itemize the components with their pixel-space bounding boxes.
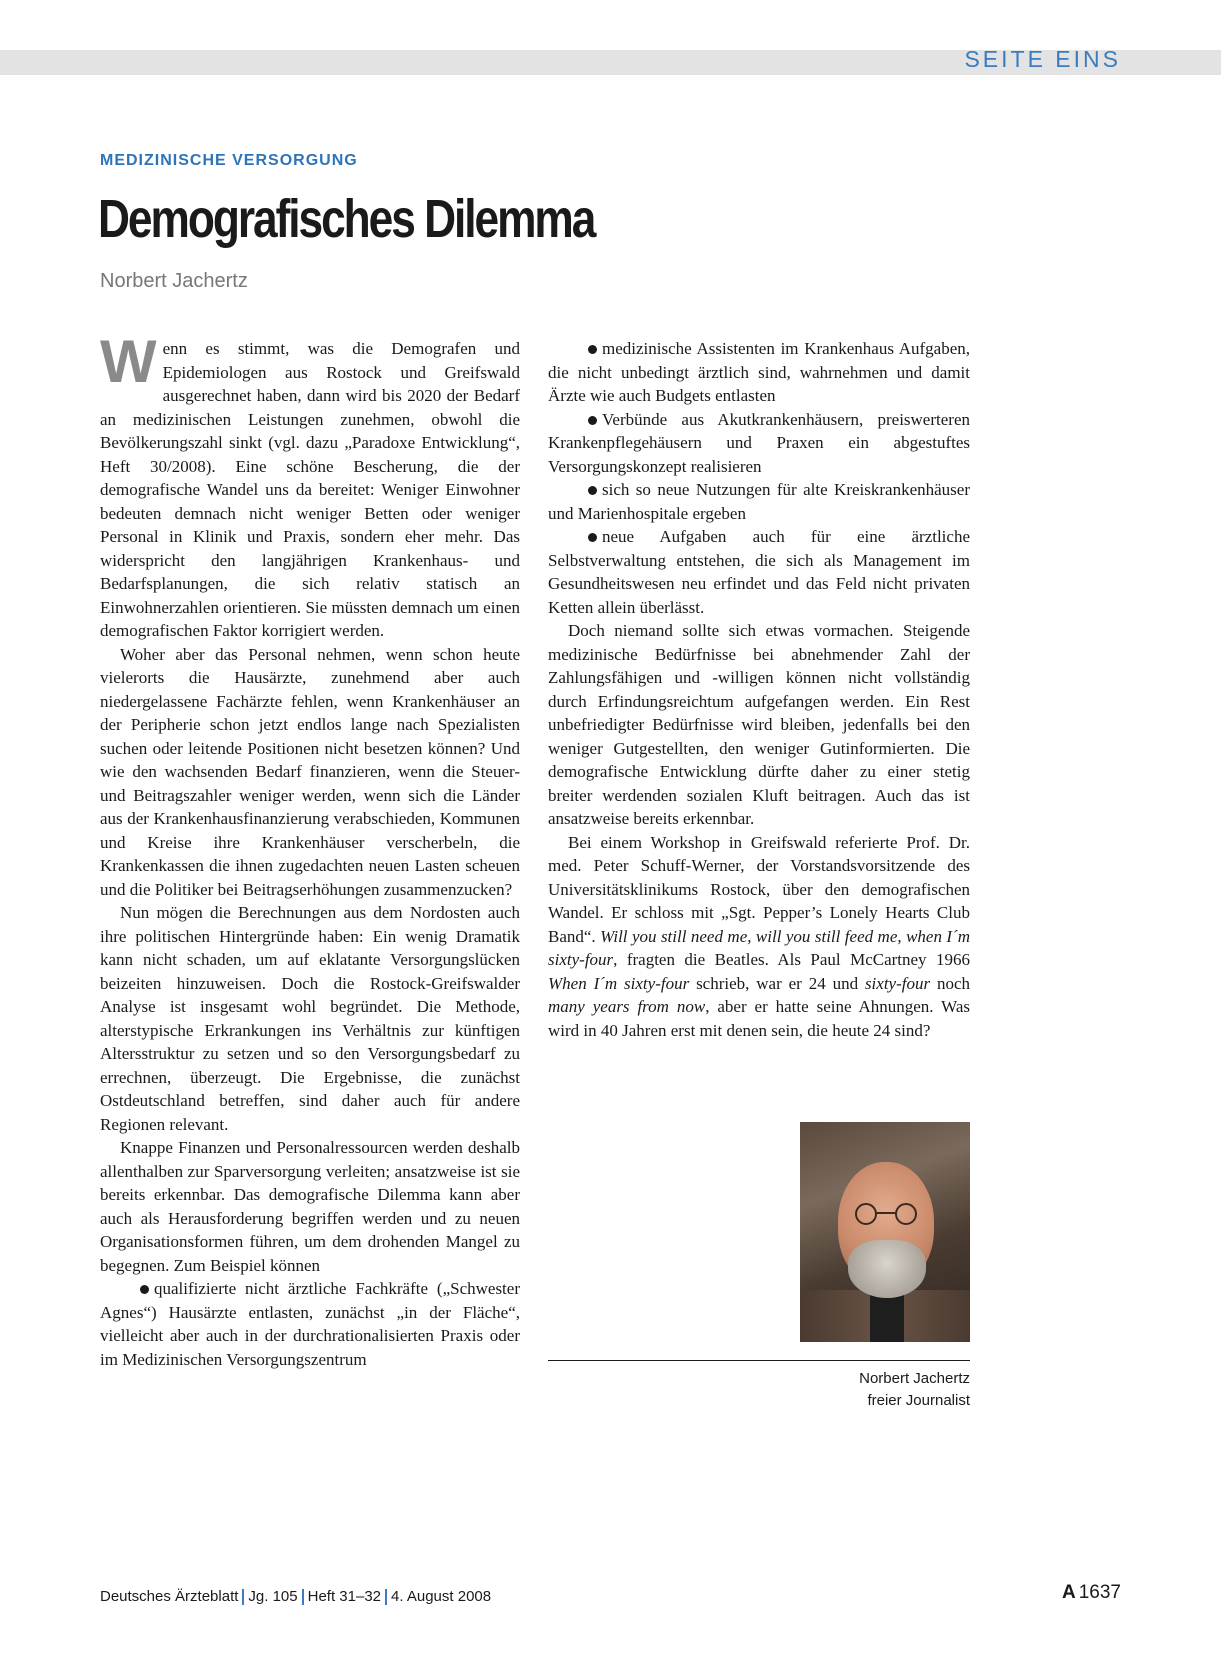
- caption-role: freier Journalist: [867, 1392, 970, 1409]
- lyric-quote: sixty-four: [864, 973, 931, 993]
- article-author: Norbert Jachertz: [100, 270, 248, 292]
- article-kicker: MEDIZINISCHE VERSORGUNG: [100, 152, 358, 169]
- article-title: Demografisches Dilemma: [98, 189, 595, 249]
- paragraph: Knappe Finanzen und Personalressourcen werden deshalb allenthalben zur Sparversorgung verleiten; ansatzweise ist sie bereits erkennbar. Das demografische Dilemma kann aber auch als Herausforderung begriffen werden und zu neuen Organisationsformen führen, um dem drohenden Mangel zu begegnen. Zum Beispiel können: [100, 1138, 520, 1275]
- section-label: SEITE EINS: [964, 46, 1121, 72]
- bullet-text: medizinische Assistenten im Krankenhaus Aufgaben, die nicht unbedingt ärztlich sind, wahrnehmen und damit Ärzte wie auch Budgets entlasten: [548, 339, 970, 405]
- footer-separator: [385, 1589, 387, 1605]
- page-prefix: A: [1061, 1582, 1076, 1603]
- footer-volume: Jg. 105: [248, 1588, 298, 1605]
- paragraph-text: schrieb, war er 24 und: [689, 973, 865, 993]
- bullet-text: Verbünde aus Akutkrankenhäusern, preiswerteren Krankenpflegehäusern und Praxen ein abgestuftes Versorgungskonzept realisieren: [548, 409, 970, 476]
- paragraph-text: enn es stimmt, was die Demografen und Epidemiologen aus Rostock und Greifswald ausgerechnet haben, dann wird bis 2020 der Bedarf an medizinischen Leistungen zunehmen, obwohl die Bevölkerungszahl sinkt (vgl. dazu „Paradoxe Entwicklung“, Heft 30/2008). Eine schöne Bescherung, die der demografische Wandel uns da bereitet: Weniger Einwohner bedeuten demnach nicht weniger Betten oder weniger Personal in Klinik und Praxis, sondern eher mehr. Das widerspricht den langjährigen Krankenhaus- und Bedarfsplanungen, die sich relativ statisch an Einwohnerzahlen orientieren. Sie müssten demnach um einen demografischen Faktor korrigiert werden.: [100, 339, 520, 640]
- footer-journal: Deutsches Ärzteblatt: [100, 1588, 239, 1605]
- bullet-item: [548, 408, 970, 479]
- paragraph-text: Bei einem Workshop in Greifswald referierte Prof. Dr. med. Peter Schuff-Werner, der Vorstandsvorsitzende des Universitätsklinikums Rostock, über den demografischen Wandel. Er schloss mit „Sgt. Pepper’s Lonely Hearts Club Band“.: [548, 832, 970, 946]
- paragraph-text: noch: [930, 973, 971, 993]
- bullet-icon: [140, 1285, 149, 1294]
- footer-separator: [242, 1589, 244, 1605]
- author-photo: [800, 1122, 970, 1342]
- article-column-left: [100, 328, 520, 1371]
- glasses-icon: [846, 1202, 926, 1226]
- paragraph: [100, 328, 520, 643]
- caption-name: Norbert Jachertz: [859, 1370, 970, 1387]
- footer-issue: Heft 31–32: [307, 1588, 382, 1605]
- article-column-right: [548, 337, 970, 1042]
- footer-separator: [302, 1589, 304, 1605]
- bullet-icon: [588, 486, 597, 495]
- footer-citation: [100, 1588, 491, 1605]
- photo-caption: [859, 1368, 970, 1412]
- lyric-quote: many years from now: [548, 997, 706, 1016]
- bullet-icon: [588, 533, 597, 542]
- paragraph: Woher aber das Personal nehmen, wenn schon heute vielerorts die Hausärzte, zunehmend aber auch niedergelassene Fachärzte fehlen, wenn Krankenhäuser an der Peripherie schon jetzt endlos lange nach Spezialisten suchen oder leitende Positionen nicht besetzen können? Und wie den wachsenden Bedarf finanzieren, wenn die Steuer- und Beitragszahler weniger werden, wenn sich die Länder aus der Krankenhausfinanzierung verabschieden, Kommunen und Kreise ihre Krankenhäuser verscherbeln, die Krankenkassen die ihnen zugedachten neuen Lasten scheuen und die Politiker bei Beitragserhöhungen zusammenzucken?: [100, 644, 520, 899]
- paragraph-text: , aber er hatte seine Ahnungen. Was wird in 40 Jahren erst mit denen sein, die heute 24 sind?: [548, 997, 970, 1040]
- footer-date: 4. August 2008: [391, 1588, 492, 1605]
- lyric-quote: Will you still need me, will you still feed me, when I´m sixty-four: [548, 926, 970, 969]
- bullet-item: [548, 337, 970, 408]
- page-number-value: 1637: [1078, 1582, 1121, 1603]
- photo-beard: [848, 1240, 926, 1298]
- paragraph-text: , fragten die Beatles. Als Paul McCartney 1966: [613, 950, 970, 969]
- bullet-icon: [588, 345, 597, 354]
- bullet-text: sich so neue Nutzungen für alte Kreiskrankenhäuser und Marienhospitale ergeben: [548, 480, 970, 523]
- bullet-icon: [588, 416, 597, 425]
- drop-cap: W: [100, 328, 157, 395]
- bullet-text: qualifizierte nicht ärztliche Fachkräfte („Schwester Agnes“) Hausärzte entlasten, zunächst „in der Fläche“, vielleicht aber auch in der durchrationalisierten Praxis oder im Medizinischen Versorgungszentrum: [100, 1279, 520, 1369]
- caption-divider: [548, 1360, 970, 1361]
- paragraph: Nun mögen die Berechnungen aus dem Nordosten auch ihre politischen Hintergründe haben: Ein wenig Dramatik kann nicht schaden, um auf eklatante Versorgungslücken beizeiten hinzuweisen. Doch die Rostock-Greifswalder Analyse ist insgesamt wohl begründet. Die Methode, alterstypische Erkrankungen ins Verhältnis zur künftigen Altersstruktur zu setzen und so den Versorgungsbedarf zu errechnen, überzeugt. Die Ergebnisse, die zunächst Ostdeutschland betreffen, sind daher auch für andere Regionen relevant.: [100, 903, 520, 1134]
- bullet-item: [100, 1277, 520, 1371]
- bullet-text: neue Aufgaben auch für eine ärztliche Selbstverwaltung entstehen, die sich als Management im Gesundheitswesen neu erfindet und das Feld nicht privaten Ketten allein überlässt.: [548, 527, 970, 617]
- paragraph: [548, 831, 970, 1043]
- paragraph: Doch niemand sollte sich etwas vormachen. Steigende medizinische Bedürfnisse bei abnehmender Zahl der Zahlungsfähigen und -willigen können nicht vollständig durch Erfindungsreichtum aufgefangen werden. Ein Rest unbefriedigter Bedürfnisse wird bleiben, jedenfalls bei den weniger Gutgestellten, den weniger Gutinformierten. Die demografische Entwicklung dürfte daher zu einer stetig breiter werdenden sozialen Kluft beitragen. Auch das ist ansatzweise bereits erkennbar.: [548, 621, 970, 828]
- song-title: When I´m sixty-four: [548, 973, 690, 993]
- bullet-item: [548, 478, 970, 525]
- bullet-item: [548, 525, 970, 619]
- page-number: [1062, 1582, 1121, 1604]
